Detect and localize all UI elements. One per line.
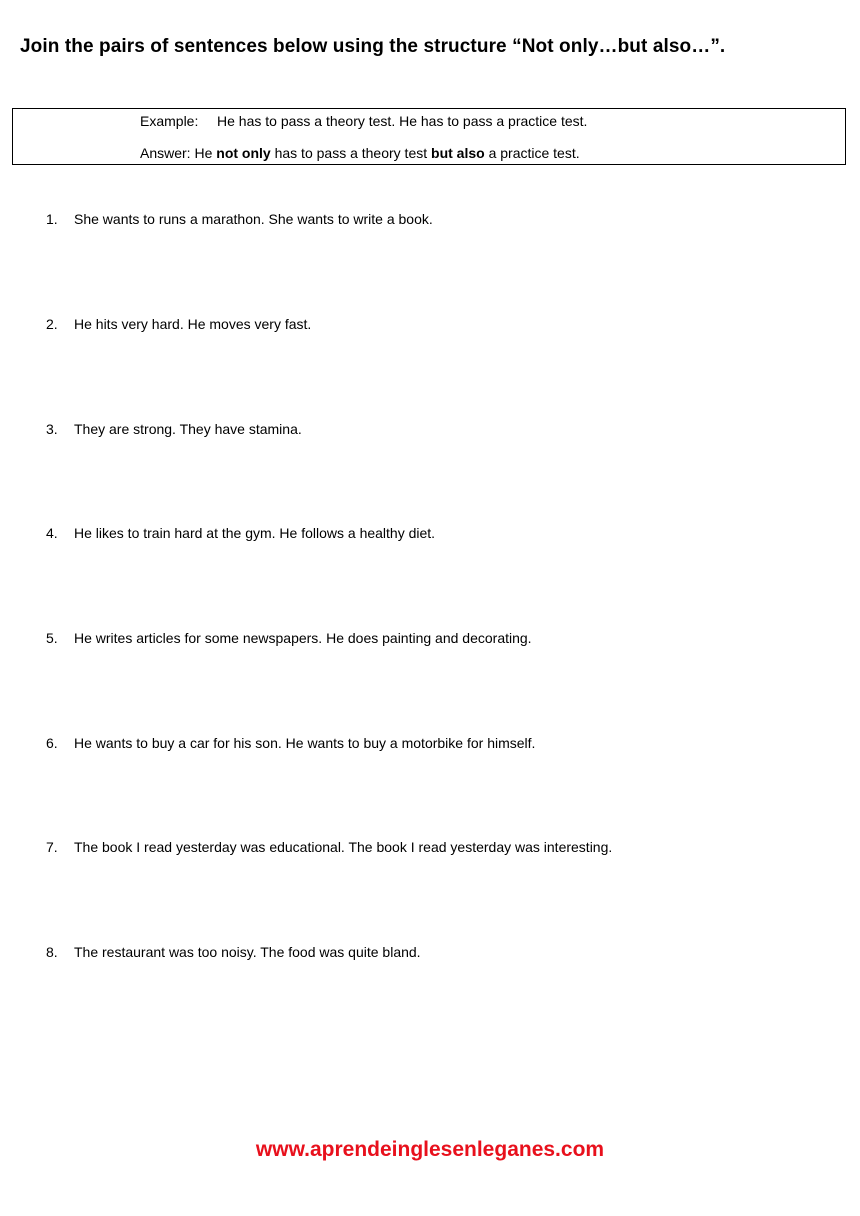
example-box: [12, 108, 846, 165]
item-text: He wants to buy a car for his son. He wants to buy a motorbike for himself.: [74, 735, 536, 751]
exercise-item-5: [46, 630, 532, 646]
answer-part-3: a practice test.: [488, 145, 580, 161]
item-text: They are strong. They have stamina.: [74, 421, 302, 437]
item-text: She wants to runs a marathon. She wants to write a book.: [74, 211, 433, 227]
example-label: Example:: [140, 113, 199, 129]
page-title: Join the pairs of sentences below using the structure “Not only…but also…”.: [20, 36, 726, 57]
item-number: 8.: [46, 944, 58, 960]
item-number: 4.: [46, 525, 58, 541]
item-text: He hits very hard. He moves very fast.: [74, 316, 312, 332]
item-number: 6.: [46, 735, 58, 751]
answer-but-also: but also: [431, 145, 485, 161]
answer-part-2: has to pass a theory test: [274, 145, 428, 161]
item-number: 2.: [46, 316, 58, 332]
example-text: He has to pass a theory test. He has to pass a practice test.: [217, 113, 588, 129]
answer-part-1: He: [194, 145, 213, 161]
exercise-item-6: [46, 735, 535, 751]
exercise-item-2: [46, 316, 311, 332]
item-number: 5.: [46, 630, 58, 646]
exercise-item-1: [46, 211, 433, 227]
answer-not-only: not only: [216, 145, 271, 161]
item-text: The restaurant was too noisy. The food was quite bland.: [74, 944, 421, 960]
exercise-item-4: [46, 525, 435, 541]
footer-website-link[interactable]: www.aprendeinglesenleganes.com: [255, 1138, 605, 1161]
item-text: He writes articles for some newspapers. He does painting and decorating.: [74, 630, 532, 646]
item-number: 3.: [46, 421, 58, 437]
exercise-item-7: [46, 839, 612, 855]
exercise-item-8: [46, 944, 421, 960]
answer-line: [140, 145, 580, 161]
example-line: [140, 113, 587, 129]
item-number: 1.: [46, 211, 58, 227]
item-number: 7.: [46, 839, 58, 855]
item-text: He likes to train hard at the gym. He follows a healthy diet.: [74, 525, 436, 541]
item-text: The book I read yesterday was educational. The book I read yesterday was interesting.: [74, 839, 613, 855]
exercise-item-3: [46, 421, 302, 437]
answer-label: Answer:: [140, 145, 191, 161]
